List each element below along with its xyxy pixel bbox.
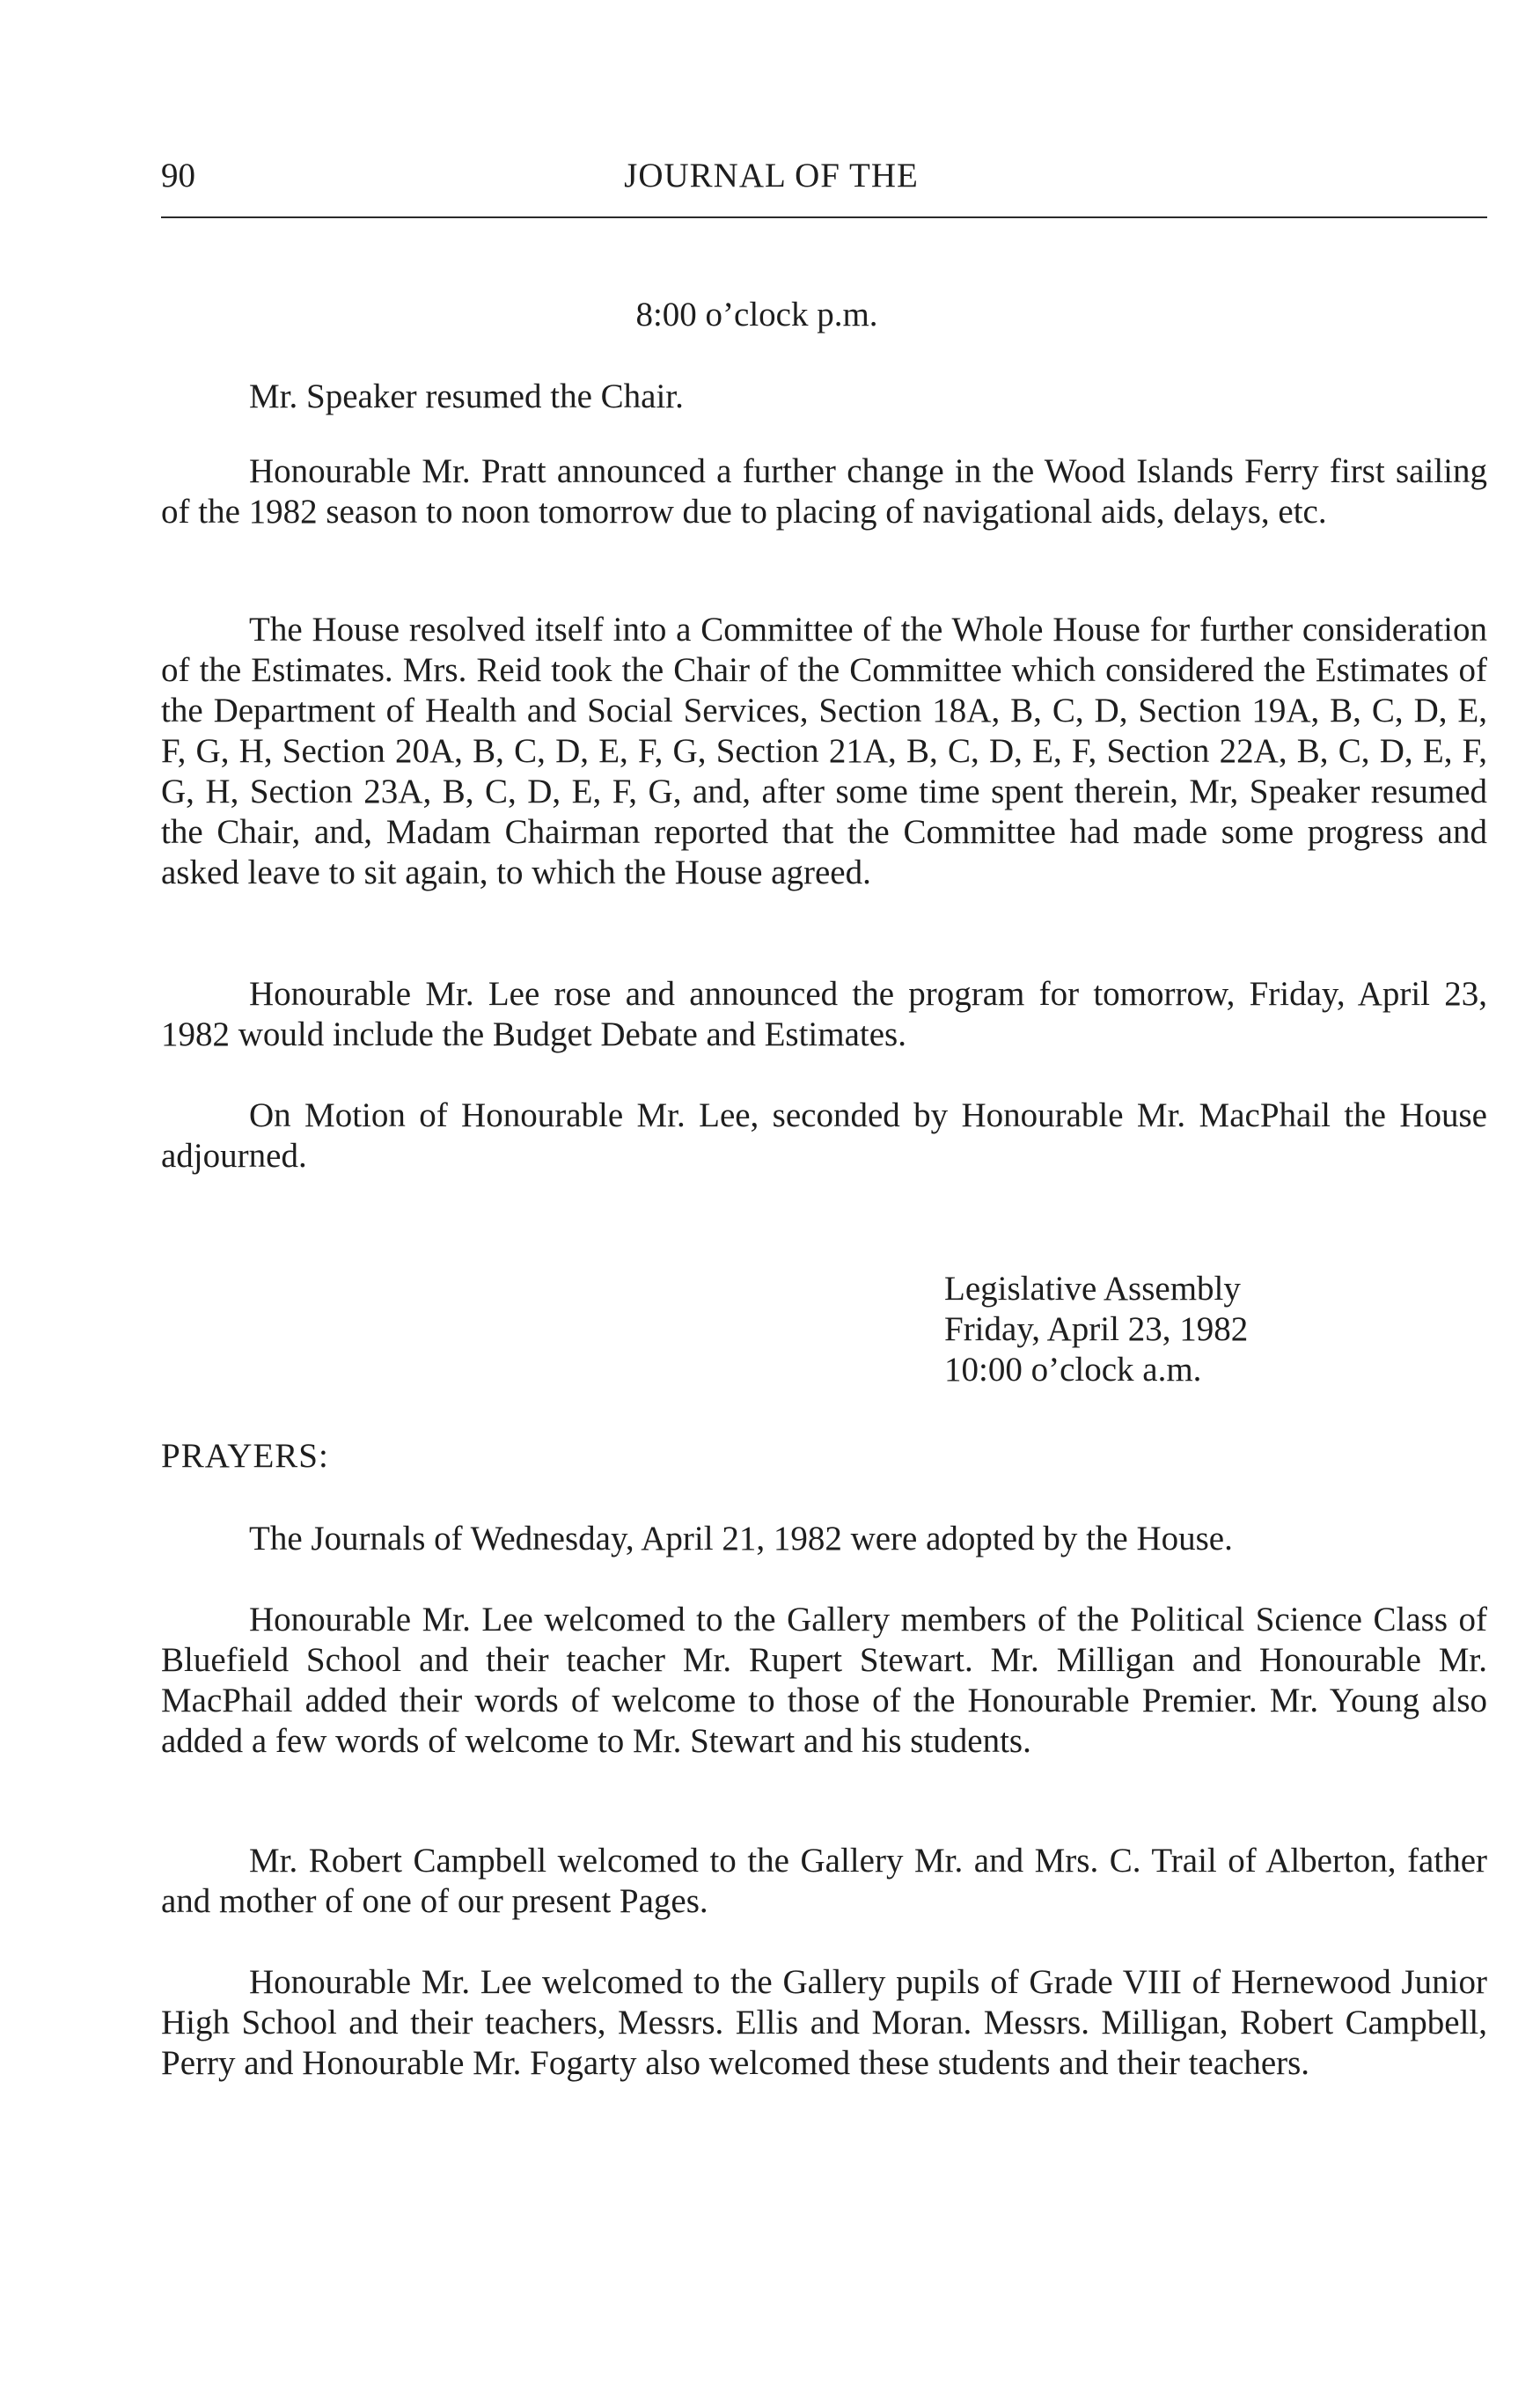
paragraph-program-announcement: Honourable Mr. Lee rose and announced the program for tomorrow, Friday, April 23, 1982 would include the Budget Debate and Estimates. <box>161 975 1487 1053</box>
paragraph-trail-welcome: Mr. Robert Campbell welcomed to the Gallery Mr. and Mrs. C. Trail of Alberton, father and mother of one of our present Pages. <box>161 1842 1487 1920</box>
dateline-date: Friday, April 23, 1982 <box>944 1310 1249 1348</box>
dateline-assembly: Legislative Assembly <box>944 1270 1241 1308</box>
prayers-label: PRAYERS: <box>161 1437 329 1475</box>
paragraph-ferry-announcement: Honourable Mr. Pratt announced a further change in the Wood Islands Ferry first sailing of the 1982 season to noon tomorrow due to placing of navigational aids, delays, etc. <box>161 452 1487 531</box>
paragraph-speaker-resumed: Mr. Speaker resumed the Chair. <box>249 377 684 415</box>
paragraph-bluefield-welcome: Honourable Mr. Lee welcomed to the Gallery members of the Political Science Class of Bluefield School and their teacher Mr. Rupert Stewart. Mr. Milligan and Honourable Mr. MacPhail added their words of welcome to those of the Honourable Premier. Mr. Young also added a few words of welcome to Mr. Stewart and his students. <box>161 1601 1487 1760</box>
header-rule <box>161 216 1487 218</box>
evening-time-heading: 8:00 o’clock p.m. <box>635 296 878 333</box>
page-header <box>161 158 1487 211</box>
dateline-block <box>944 1269 1248 1390</box>
paragraph-journals-adopted: The Journals of Wednesday, April 21, 1982 were adopted by the House. <box>249 1520 1233 1557</box>
running-head: JOURNAL OF THE <box>624 157 919 194</box>
paragraph-committee-estimates: The House resolved itself into a Committee of the Whole House for further consideration of the Estimates. Mrs. Reid took the Chair of the Committee which considered the Estimates of the Department of Health and Social Services, Section 18A, B, C, D, Section 19A, B, C, D, E, F, G, H, Section 20A, B, C, D, E, F, G, Section 21A, B, C, D, E, F, Section 22A, B, C, D, E, F, G, H, Section 23A, B, C, D, E, F, G, and, after some time spent therein, Mr, Speaker resumed the Chair, and, Madam Chairman reported that the Committee had made some progress and asked leave to sit again, to which the House agreed. <box>161 611 1487 891</box>
paragraph-hernewood-welcome: Honourable Mr. Lee welcomed to the Gallery pupils of Grade VIII of Hernewood Junior High School and their teachers, Messrs. Ellis and Moran. Messrs. Milligan, Robert Campbell, Perry and Honourable Mr. Fogarty also welcomed these students and their teachers. <box>161 1963 1487 2082</box>
paragraph-adjournment: On Motion of Honourable Mr. Lee, seconded by Honourable Mr. MacPhail the House adjourned. <box>161 1096 1487 1175</box>
dateline-time: 10:00 o’clock a.m. <box>944 1351 1202 1389</box>
page-number: 90 <box>161 157 195 194</box>
